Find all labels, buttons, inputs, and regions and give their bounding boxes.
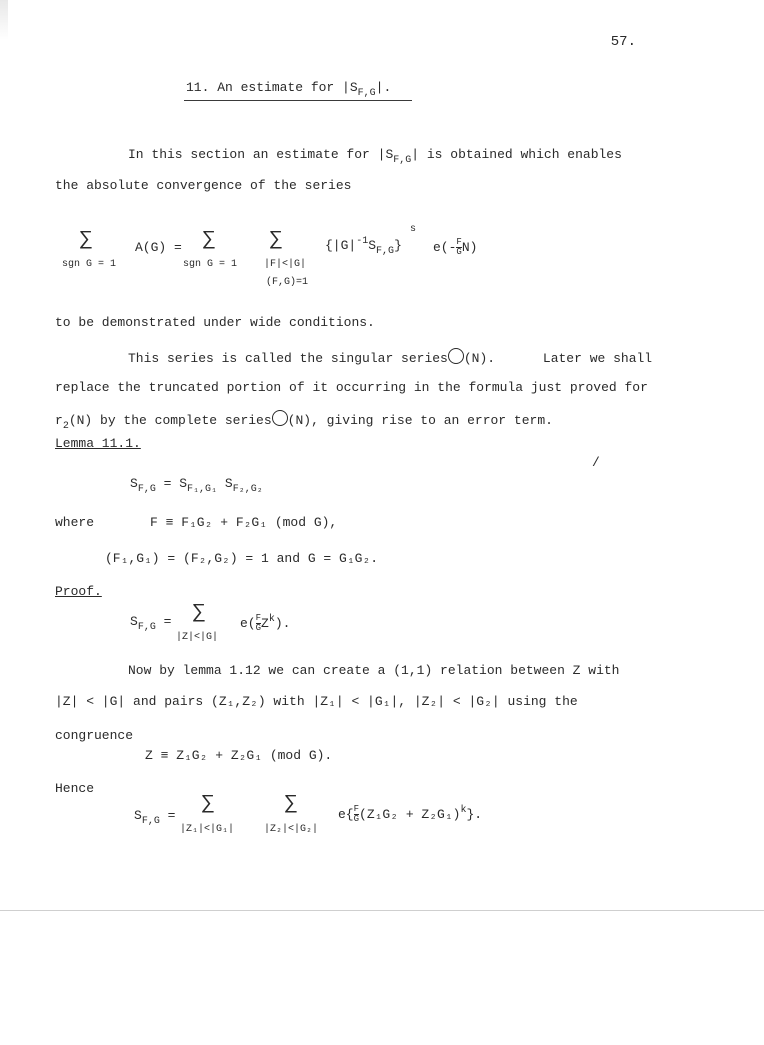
sum-symbol-2: ∑ [203, 228, 216, 251]
lemma-equation: $S_{F,G} = S_{F_1,G_1}$ $S_{F_2,G_2}$ [130, 476, 263, 495]
para1-line1: In this section an estimate for $|S_{F,G}|$ is obtained which enables [128, 147, 622, 166]
series-brace-term: $\{|G|^{-1}S_{F,G}\}$ [325, 236, 402, 257]
para3-line3: $r_2(N)$ by the complete series (N), giving rise to an error term. [55, 410, 553, 431]
hence-term: e{ $\frac{F}{G}$ $(Z_1G_2 + Z_2G_1)^k$}. [338, 804, 483, 824]
hence-sum-symbol-2: ∑ [285, 792, 298, 815]
proof-sum-limit: |Z|<|G| [176, 632, 219, 643]
singular-series-symbol-2 [272, 410, 288, 426]
congruence-equation: Z ≡ Z₁G₂ + Z₂G₁ (mod G). [145, 748, 333, 763]
proof-term: e( $\frac{F}{G}$ $Z^k$). [240, 613, 291, 633]
series-term-A: A(G) = [135, 240, 182, 255]
section-heading: 11. An estimate for $|S_{F,G}|$. [186, 80, 392, 99]
series-exp-term: e(- $\frac{F}{G}$ N) [433, 237, 478, 257]
proof-lhs: $S_{F,G}$ = [130, 614, 172, 633]
page-bottom-edge [0, 910, 764, 911]
proof-sum-symbol: ∑ [193, 601, 206, 624]
para2-line: to be demonstrated under wide conditions. [55, 315, 375, 330]
series-power: s [410, 224, 417, 235]
para4-line2: |Z| < |G| and pairs (Z₁,Z₂) with |Z₁| < |G₁|, |Z₂| < |G₂| using the [55, 694, 578, 709]
condition-equation: (F₁,G₁) = (F₂,G₂) = 1 and G = G₁G₂. [105, 551, 379, 566]
proof-label: Proof. [55, 584, 102, 599]
hence-label: Hence [55, 781, 95, 796]
para3-line1: This series is called the singular series (N). Later we shall [128, 348, 652, 367]
hence-sum-symbol-1: ∑ [202, 792, 215, 815]
para3-line2: replace the truncated portion of it occurring in the formula just proved for [55, 380, 648, 395]
sum3-limit-2: (F,G)=1 [266, 277, 309, 288]
where-equation: F ≡ F₁G₂ + F₂G₁ (mod G), [150, 515, 338, 530]
lemma-label: Lemma 11.1. [55, 436, 141, 451]
para1-line2: the absolute convergence of the series [55, 178, 352, 193]
para4-line1: Now by lemma 1.12 we can create a (1,1) relation between Z with [128, 663, 620, 678]
sum3-limit-1: |F|<|G| [264, 259, 307, 270]
section-heading-rule [184, 100, 412, 101]
sum1-limit: sgn G = 1 [62, 259, 117, 270]
where-label: where [55, 515, 95, 530]
singular-series-symbol [448, 348, 464, 364]
para4-line3: congruence [55, 728, 134, 743]
sum-symbol-3: ∑ [270, 228, 283, 251]
sum2-limit: sgn G = 1 [183, 259, 238, 270]
stray-mark: / [592, 455, 600, 470]
hence-sum2-limit: |Z₂|<|G₂| [264, 824, 319, 835]
page-edge-shadow [0, 0, 8, 40]
hence-lhs: $S_{F,G}$ = [134, 808, 176, 827]
hence-sum1-limit: |Z₁|<|G₁| [180, 824, 235, 835]
page-number: 57. [610, 34, 636, 50]
sum-symbol-1: ∑ [80, 228, 93, 251]
